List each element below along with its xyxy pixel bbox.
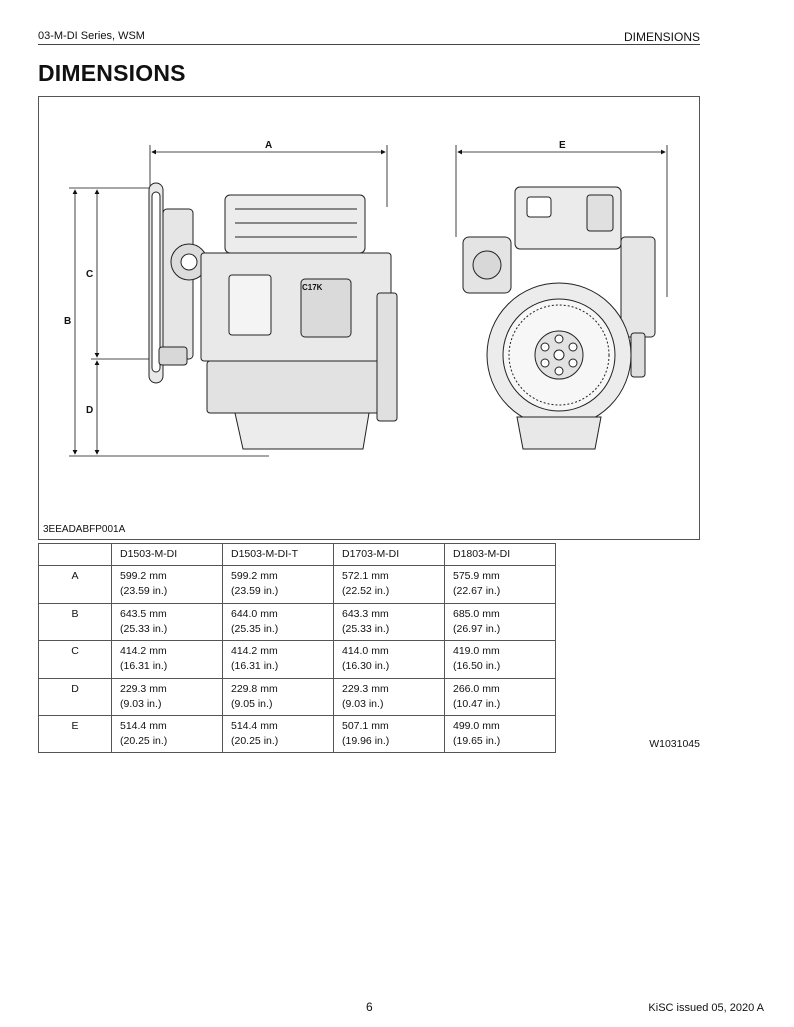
row-label: D: [39, 678, 112, 715]
table-cell: [334, 603, 445, 640]
table-corner-cell: [39, 544, 112, 566]
label-dimension-d: D: [86, 405, 94, 416]
value-in: (26.97 in.): [453, 622, 501, 635]
label-dimension-e: E: [559, 140, 566, 151]
table-cell: [112, 715, 223, 752]
label-dimension-a: A: [265, 140, 273, 151]
table-row: [39, 566, 556, 603]
table-cell: [112, 641, 223, 678]
value-mm: 575.9 mm: [453, 570, 500, 583]
value-in: (25.33 in.): [120, 622, 168, 635]
value-mm: 266.0 mm: [453, 682, 500, 695]
value-in: (9.03 in.): [342, 697, 384, 710]
value-mm: 499.0 mm: [453, 719, 500, 732]
value-in: (19.65 in.): [453, 735, 501, 748]
value-mm: 599.2 mm: [120, 570, 167, 583]
value-mm: 414.2 mm: [231, 645, 278, 658]
value-mm: 507.1 mm: [342, 719, 389, 732]
table-cell: [223, 678, 334, 715]
table-cell: [223, 641, 334, 678]
table-header-row: [39, 544, 556, 566]
header-section: DIMENSIONS: [623, 30, 700, 44]
column-header: D1503-M-DI-T: [223, 544, 334, 566]
label-dimension-b: B: [64, 316, 72, 327]
value-in: (9.03 in.): [120, 697, 162, 710]
column-header: D1803-M-DI: [445, 544, 556, 566]
value-mm: 229.8 mm: [231, 682, 278, 695]
value-mm: 414.2 mm: [120, 645, 167, 658]
engine-rear-view: [463, 187, 655, 449]
value-in: (25.33 in.): [342, 622, 390, 635]
value-in: (10.47 in.): [453, 697, 501, 710]
engine-side-view: [149, 183, 397, 449]
table-cell: [112, 678, 223, 715]
value-mm: 229.3 mm: [342, 682, 389, 695]
value-in: (16.50 in.): [453, 660, 501, 673]
value-mm: 643.3 mm: [342, 607, 389, 620]
row-label: B: [39, 603, 112, 640]
value-in: (19.96 in.): [342, 735, 390, 748]
engine-marking: C17K: [302, 283, 323, 292]
value-in: (20.25 in.): [120, 735, 168, 748]
value-mm: 643.5 mm: [120, 607, 167, 620]
engine-drawing: [39, 97, 699, 539]
value-in: (16.31 in.): [231, 660, 279, 673]
table-cell: [334, 641, 445, 678]
table-cell: [445, 603, 556, 640]
table-cell: [223, 715, 334, 752]
value-mm: 685.0 mm: [453, 607, 500, 620]
table-cell: [445, 641, 556, 678]
page-number: 6: [366, 1000, 373, 1014]
reference-code: W1031045: [649, 738, 700, 750]
column-header: D1503-M-DI: [112, 544, 223, 566]
label-dimension-c: C: [86, 269, 94, 280]
header-series: 03-M-DI Series, WSM: [38, 30, 145, 42]
row-label: C: [39, 641, 112, 678]
figure-code: 3EEADABFP001A: [43, 524, 126, 535]
value-mm: 572.1 mm: [342, 570, 389, 583]
value-in: (16.30 in.): [342, 660, 390, 673]
table-cell: [223, 566, 334, 603]
page-title: DIMENSIONS: [38, 60, 186, 86]
row-label: A: [39, 566, 112, 603]
table-cell: [334, 566, 445, 603]
table-row: [39, 678, 556, 715]
table-cell: [334, 678, 445, 715]
table-cell: [112, 566, 223, 603]
dimensions-table: [38, 543, 556, 753]
engine-dimensions-figure: [38, 96, 700, 540]
table-cell: [334, 715, 445, 752]
table-row: [39, 603, 556, 640]
table-row: [39, 641, 556, 678]
value-in: (22.67 in.): [453, 585, 501, 598]
value-in: (23.59 in.): [231, 585, 279, 598]
column-header: D1703-M-DI: [334, 544, 445, 566]
issue-info: KiSC issued 05, 2020 A: [648, 1002, 764, 1014]
value-mm: 514.4 mm: [231, 719, 278, 732]
table-cell: [223, 603, 334, 640]
value-in: (20.25 in.): [231, 735, 279, 748]
value-in: (25.35 in.): [231, 622, 279, 635]
table-cell: [112, 603, 223, 640]
header-rule: [38, 44, 700, 45]
value-mm: 229.3 mm: [120, 682, 167, 695]
value-in: (23.59 in.): [120, 585, 168, 598]
value-mm: 414.0 mm: [342, 645, 389, 658]
row-label: E: [39, 715, 112, 752]
table-row: [39, 715, 556, 752]
value-in: (9.05 in.): [231, 697, 273, 710]
value-mm: 419.0 mm: [453, 645, 500, 658]
value-mm: 644.0 mm: [231, 607, 278, 620]
value-in: (22.52 in.): [342, 585, 390, 598]
table-cell: [445, 715, 556, 752]
value-mm: 599.2 mm: [231, 570, 278, 583]
table-cell: [445, 566, 556, 603]
table-cell: [445, 678, 556, 715]
value-mm: 514.4 mm: [120, 719, 167, 732]
value-in: (16.31 in.): [120, 660, 168, 673]
